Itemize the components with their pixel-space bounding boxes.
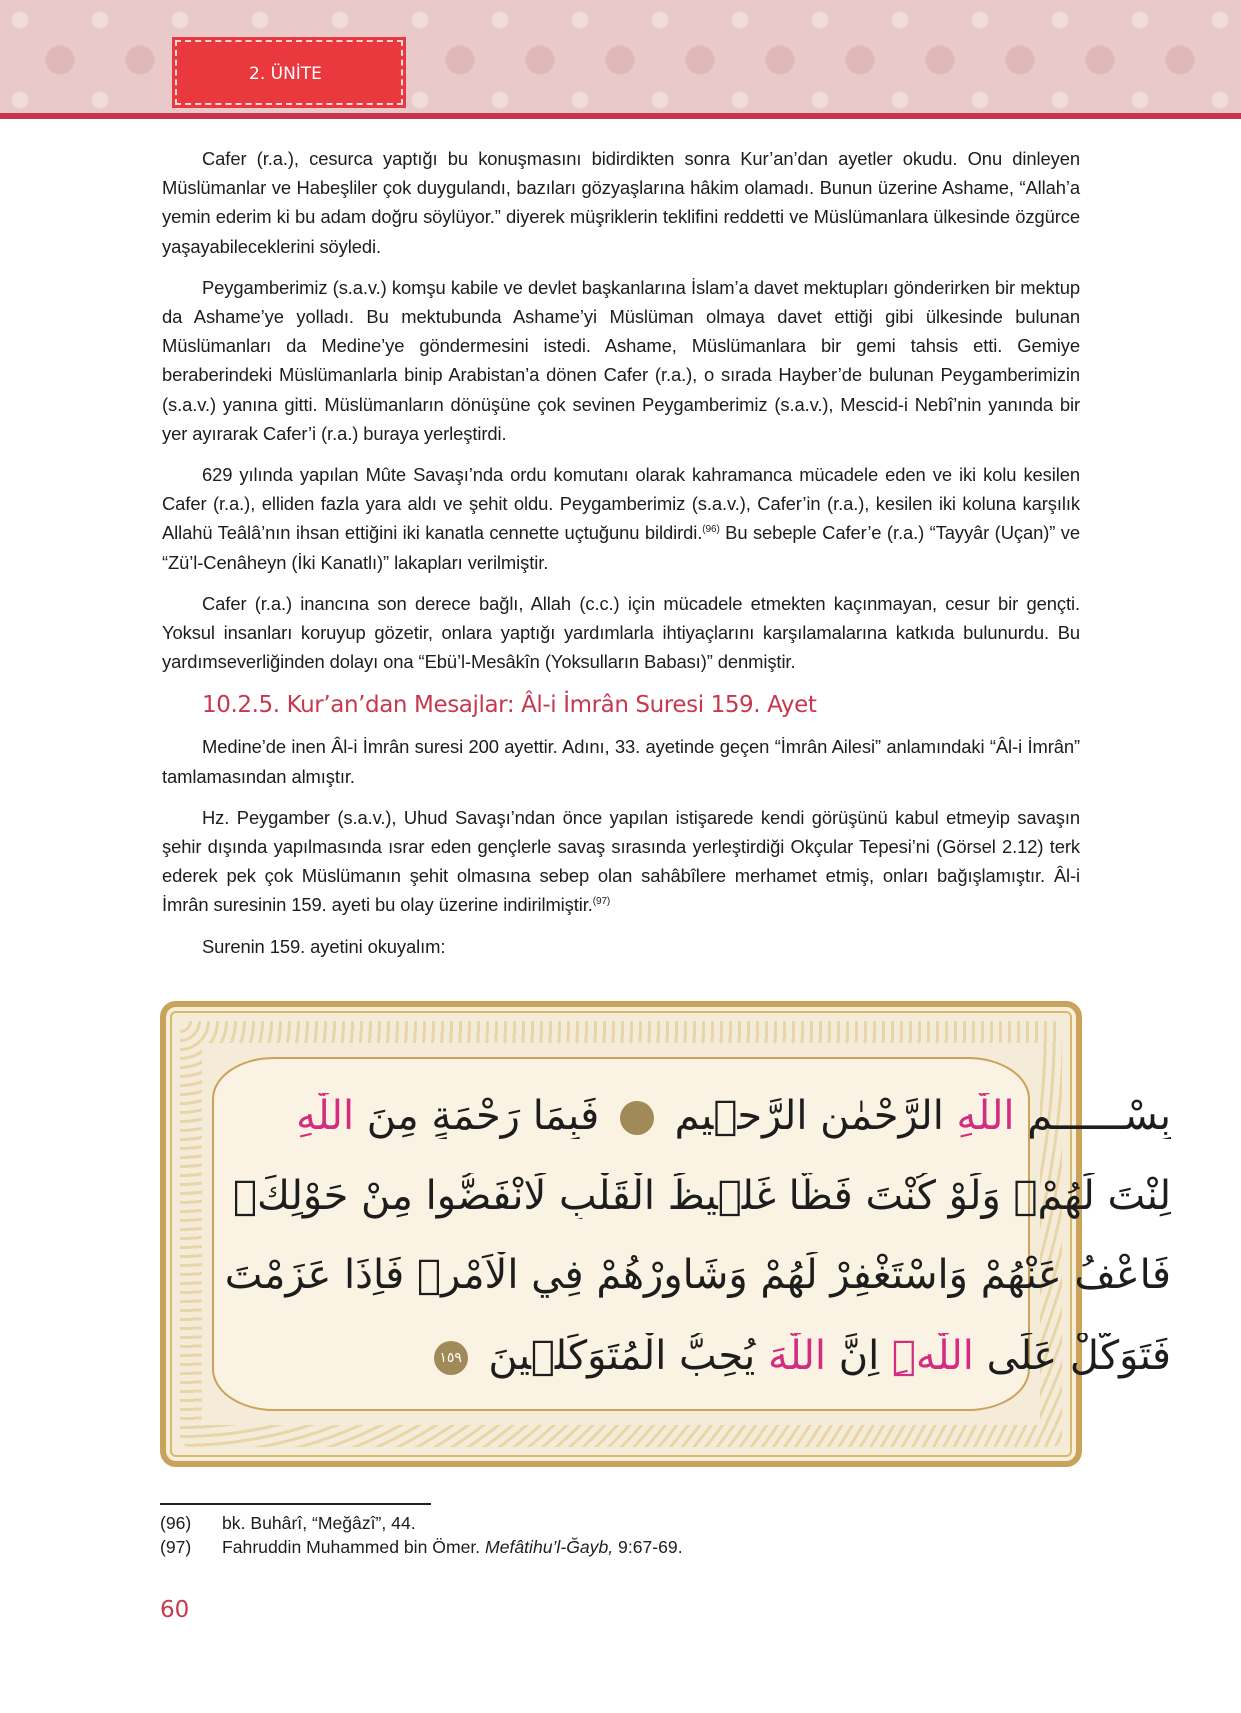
- footnote-divider: [160, 1503, 431, 1505]
- paragraph: [162, 460, 1080, 577]
- footnote: (97) Fahruddin Muhammed bin Ömer. Mefâtihu’l-Ğayb, 9:67-69.: [160, 1537, 683, 1557]
- footnotes: [160, 1511, 683, 1559]
- paragraph-text: 629 yılında yapılan Mûte Savaşı’nda ordu komutanı olarak kahramanca mücadele eden ve iki kolu kesilen Cafer (r.a.), elliden fazla yara aldı ve şehit oldu. Peygamberimiz (s.a.v.), Cafer’in (r.a.), kesilen iki koluna karşılık Allahü Teâlâ’nın ihsan ettiğini iki kanatla cennette uçtuğunu bildirdi.: [162, 464, 1080, 544]
- paragraph: Cafer (r.a.) inancına son derece bağlı, Allah (c.c.) için mücadele etmekten kaçınmayan, cesur bir gençti. Yoksul insanları koruyup gözetir, onlara yaptığı yardımlarla ihtiyaçlarını karşılamalarına katkıda bulunurdu. Bu yardımseverliğinden dolayı ona “Ebü’l-Mesâkîn (Yoksulların Babası)” denmiştir.: [162, 592, 1080, 673]
- paragraph-text: Bu sebeple Cafer’e (r.a.) “Tayyâr (Uçan)” ve “Zü’l-Cenâheyn (İki Kanatlı)” lakapları verilmiştir.: [162, 522, 1080, 573]
- paragraph-text: Hz. Peygamber (s.a.v.), Uhud Savaşı’ndan önce yapılan istişarede kendi görüşünü kabul etmeyip savaşın şehir dışında yapılmasında ısrar eden gençlerle savaş sırasında yerleştirdiği Okçular Tepesi’ni (Görsel 2.12) terk ederek pek çok Müslümanın şehit olmasına sebep olan sahâbîlere merhamet etmiş, onları bağışlamıştır. Âl-i İmrân suresinin 159. ayeti bu olay üzerine indirilmiştir.: [162, 806, 1080, 916]
- paragraph: [162, 803, 1080, 920]
- section-title: 10.2.5. Kur’an’dan Mesajlar: Âl-i İmrân Suresi 159. Ayet: [202, 692, 817, 719]
- paragraph: Cafer (r.a.), cesurca yaptığı bu konuşmasını bidirdikten sonra Kur’an’dan ayetler okudu. Onu dinleyen Müslümanlar ve Habeşliler çok duygulandı, bazıları gözyaşlarına hâkim olamadı. Bunun üzerine Ashame, “Allah’a yemin ederim ki bu adam doğru söylüyor.” diyerek müşriklerin teklifini reddetti ve Müslümanlara ülkesinde özgürce yaşayabileceklerini söyledi.: [162, 148, 1080, 257]
- rosette-icon: [620, 1101, 654, 1135]
- unit-label: 2. ÜNİTE: [249, 64, 322, 84]
- footnote-ref: (96): [702, 524, 720, 536]
- ayah-number-marker: ١٥٩: [434, 1341, 468, 1375]
- header-divider: [0, 113, 1241, 119]
- paragraph: Surenin 159. ayetini okuyalım:: [202, 935, 446, 957]
- page-number: 60: [160, 1597, 190, 1623]
- paragraph: Peygamberimiz (s.a.v.) komşu kabile ve devlet başkanlarına İslam’a davet mektupları gönderirken bir mektup da Ashame’ye yolladı. Bu mektubunda Ashame’yi Müslüman olmaya davet ettiği gibi ülkesinde bulunan Müslümanları da Medine’ye göndermesini istedi. Ashame, Müslümanlara bir gemi tahsis etti. Gemiye beraberindeki Müslümanlarla binip Arabistan’a dönen Cafer (r.a.), o sırada Hayber’de bulunan Peygamberimizin (s.a.v.) yanına gitti. Müslümanların dönüşüne çok sevinen Peygamberimiz (s.a.v.), Mescid-i Nebî’nin yanında bir yer ayırarak Cafer’i (r.a.) buraya yerleştirdi.: [162, 276, 1080, 444]
- verse-line: فَاعْفُ عَنْهُمْ وَاسْتَغْفِرْ لَهُمْ وَشَاوِرْهُمْ فِي الْاَمْرِۚ فَاِذَا عَزَمْتَ: [224, 1252, 1171, 1298]
- footnote-ref: (97): [592, 896, 611, 908]
- footnote: (96) bk. Buhârî, “Meğâzî”, 44.: [160, 1513, 416, 1533]
- quran-verse-frame: [160, 1001, 1082, 1467]
- main-text: [162, 144, 1080, 973]
- paragraph: Medine’de inen Âl-i İmrân suresi 200 ayettir. Adını, 33. ayetinde geçen “İmrân Ailesi” anlamındaki “Âl-i İmrân” tamlamasından almıştır.: [162, 736, 1080, 787]
- verse-line: فَتَوَكَّلْ عَلَى اللّٰهِۜ اِنَّ اللّٰهَ يُحِبُّ الْمُتَوَكِّل۪ينَ ١٥٩: [70, 1333, 1171, 1379]
- unit-badge: [175, 40, 403, 105]
- verse-line: لِنْتَ لَهُمْۚ وَلَوْ كُنْتَ فَظًّا غَل۪يظَ الْقَلْبِ لَانْفَضُّوا مِنْ حَوْلِكَۖ: [233, 1173, 1171, 1219]
- verse-line: بِسْــــــمِ اللّٰهِ الرَّحْمٰنِ الرَّح۪يمِ فَبِمَا رَحْمَةٍ مِنَ اللّٰهِ: [296, 1093, 1171, 1139]
